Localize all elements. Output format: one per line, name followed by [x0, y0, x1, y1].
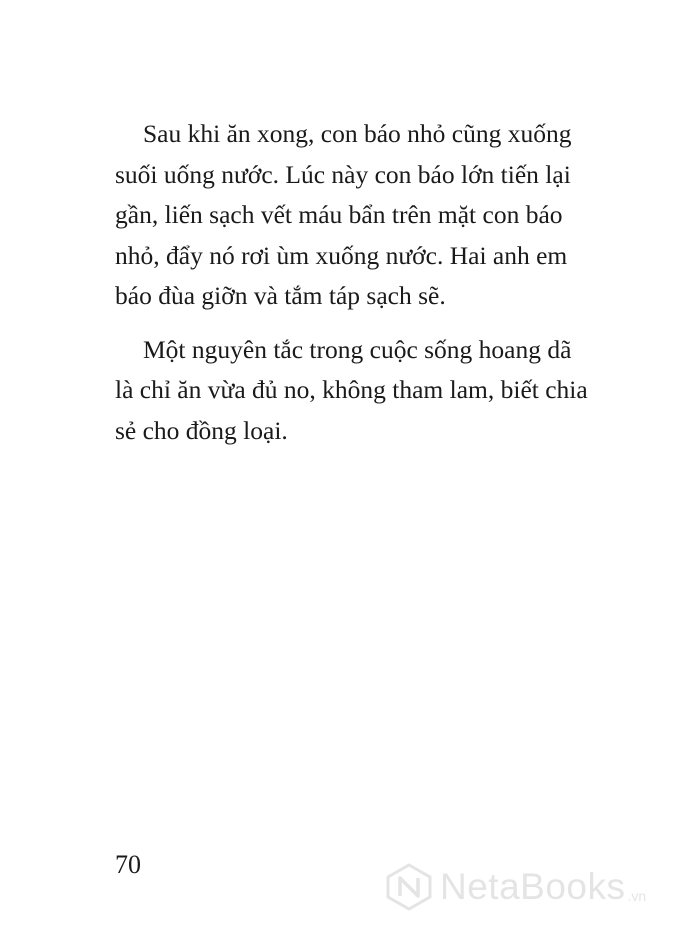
text-line: sẻ cho đồng loại.	[115, 415, 288, 445]
text-line: Một nguyên tắc trong cuộc sống hoang dã	[143, 334, 572, 364]
watermark-brand: NetaBooks	[440, 866, 626, 907]
paragraph-2	[115, 330, 615, 452]
paragraph-1	[115, 114, 615, 317]
text-line: Sau khi ăn xong, con báo nhỏ cũng xuống	[143, 119, 572, 148]
page-number: 70	[115, 850, 141, 879]
body-text	[115, 114, 615, 451]
text-line: là chỉ ăn vừa đủ no, không tham lam, biết chia	[115, 375, 588, 404]
text-line: suối uống nước. Lúc này con báo lớn tiến lại	[115, 159, 571, 189]
text-line: báo đùa giỡn và tắm táp sạch sẽ.	[115, 281, 446, 310]
text-line: gần, liến sạch vết máu bẩn trên mặt con báo	[115, 200, 563, 229]
text-line: nhỏ, đẩy nó rơi ùm xuống nước. Hai anh em	[115, 240, 568, 270]
netabooks-logo-icon	[384, 862, 434, 912]
watermark-suffix: .vn	[627, 888, 647, 904]
watermark	[384, 862, 646, 912]
